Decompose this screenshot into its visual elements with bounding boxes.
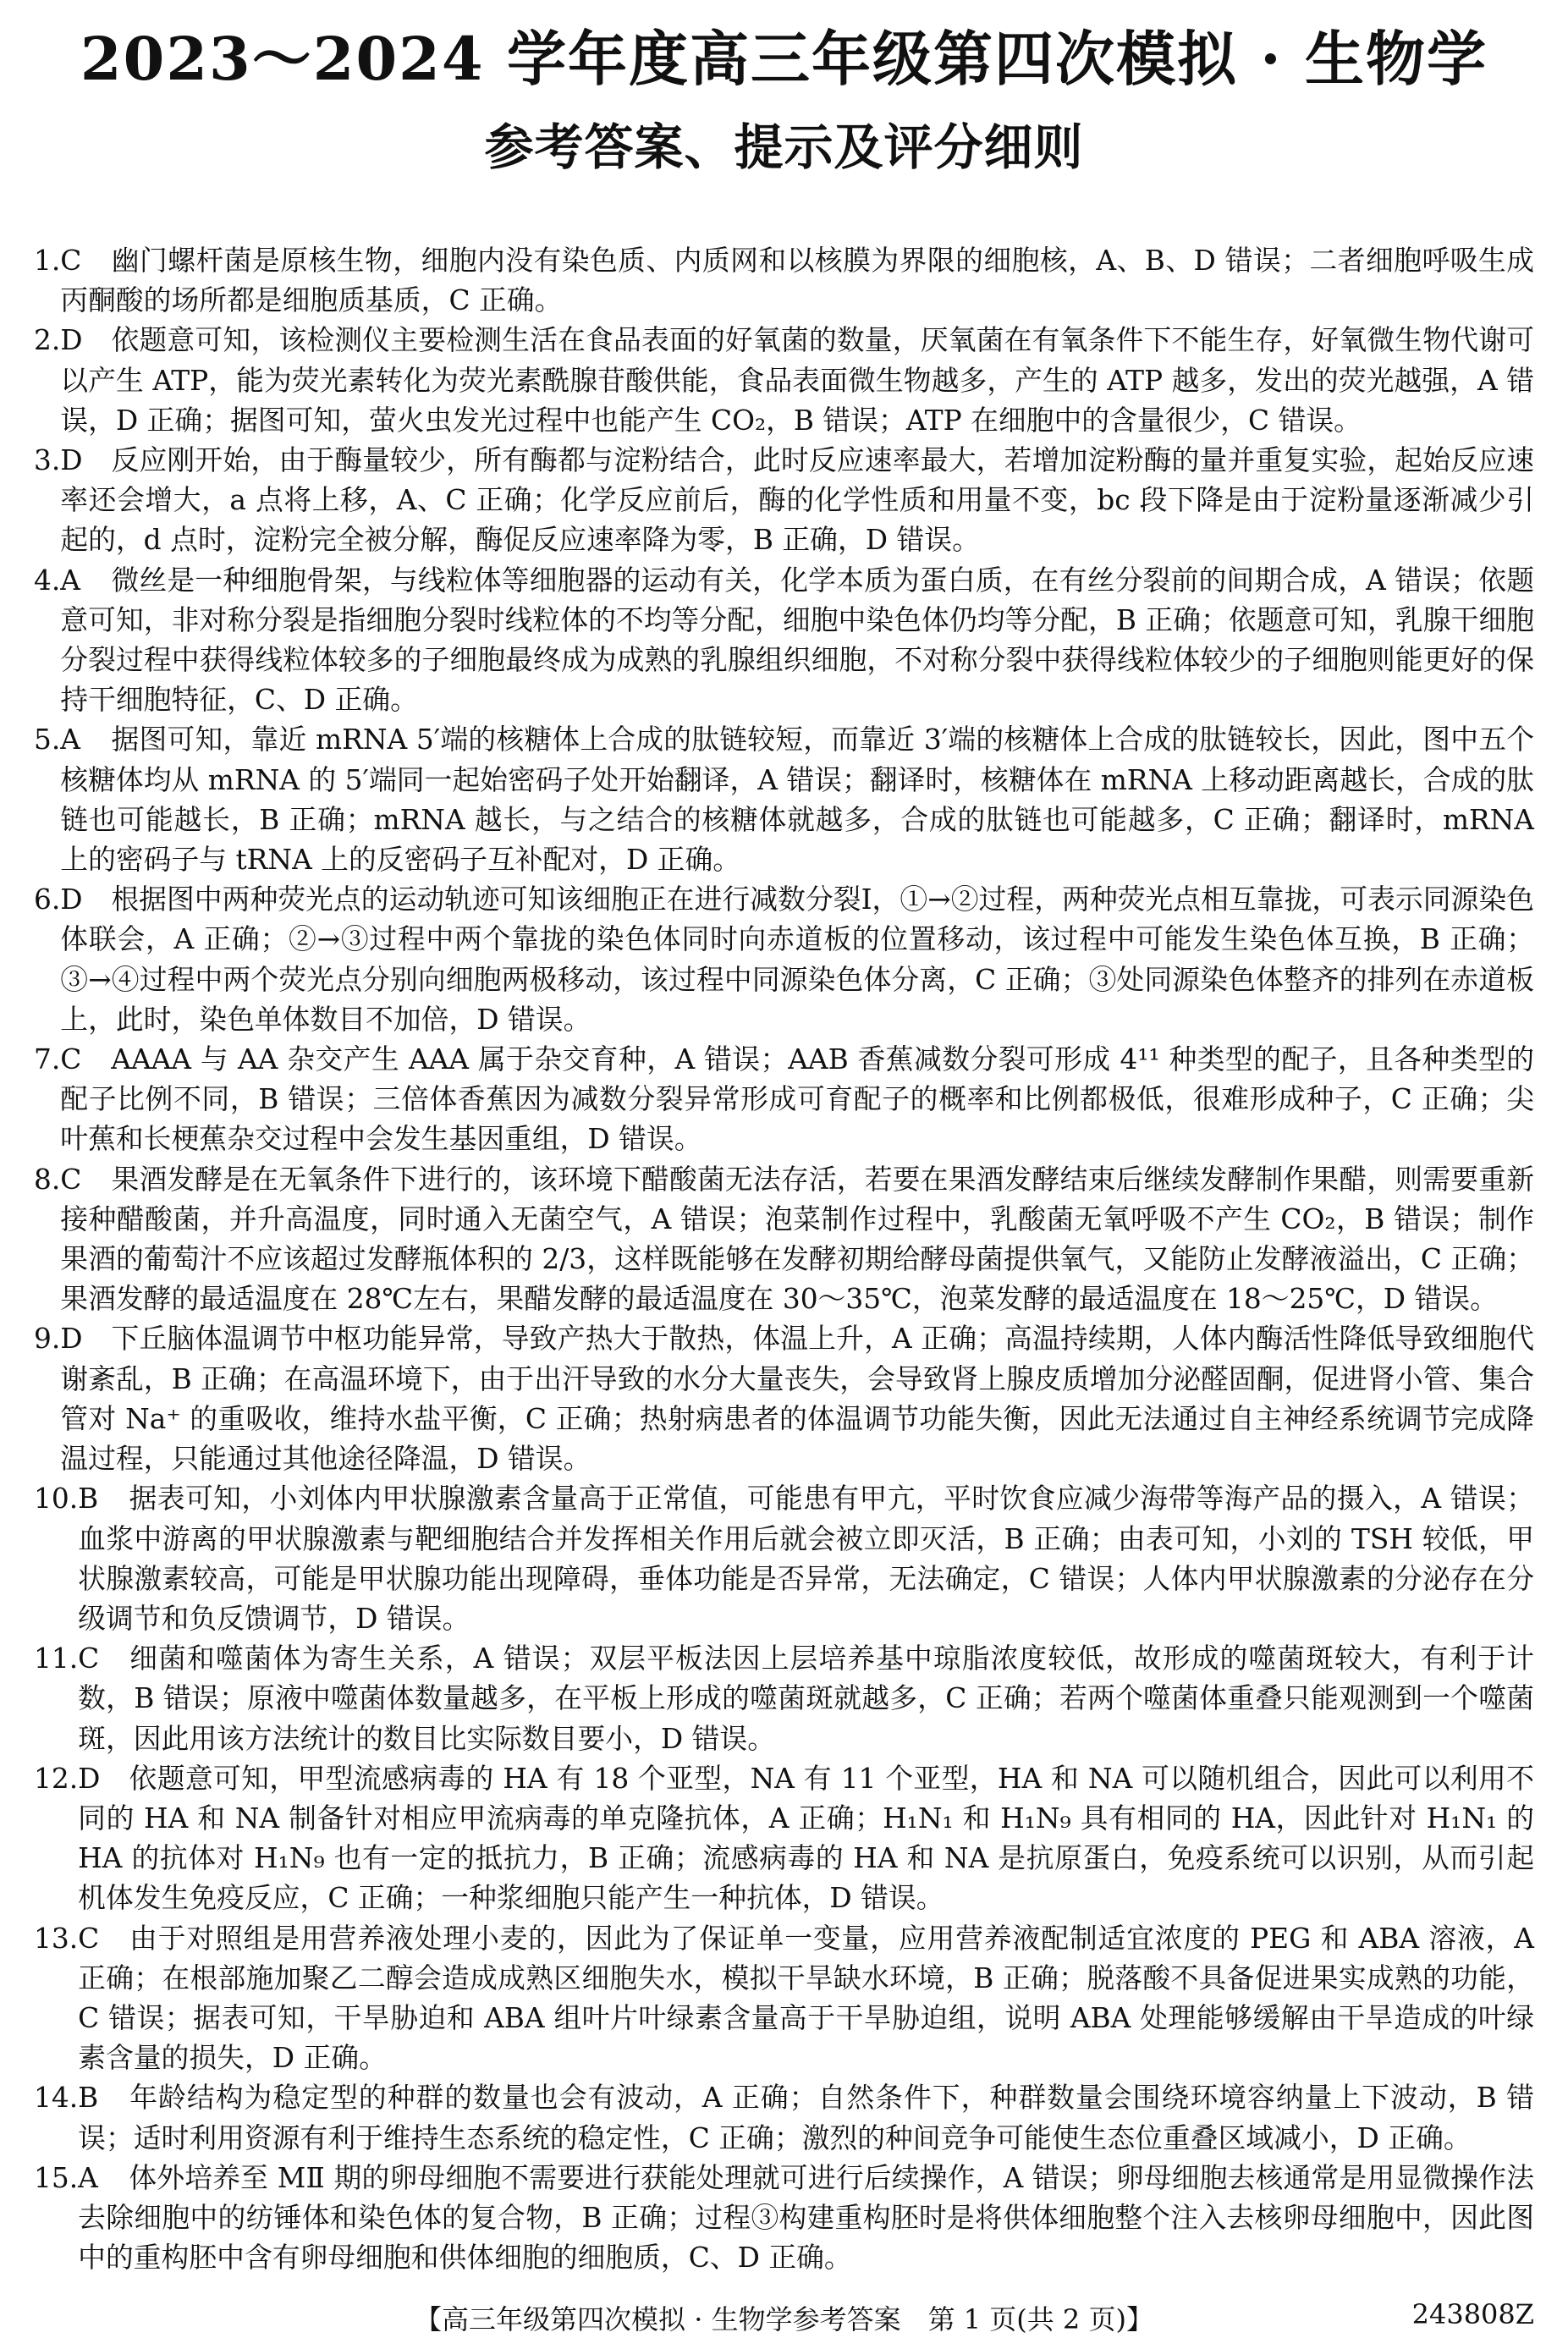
answer-body [78,2078,1534,2158]
answer-explanation: 细菌和噬菌体为寄生关系，A 错误；双层平板法因上层培养基中琼脂浓度较低，故形成的噬菌斑较大，有利于计数，B 错误；原液中噬菌体数量越多，在平板上形成的噬菌斑就越多，C 正确；若两个噬菌体重叠只能观测到一个噬菌斑，因此用该方法统计的数目比实际数目要小，D 错误。 [78,1642,1534,1755]
answer-number: 10. [34,1483,79,1516]
page-subtitle: 参考答案、提示及评分细则 [484,118,1084,176]
answer-explanation: 由于对照组是用营养液处理小麦的，因此为了保证单一变量，应用营养液配制适宜浓度的 PEG 和 ABA 溶液，A 正确；在根部施加聚乙二醇会造成成熟区细胞失水，模拟干旱缺水环境，B 正确；脱落酸不具备促进果实成熟的功能，C 错误；据表可知，干旱胁迫和 ABA 组叶片叶绿素含量高于干旱胁迫组，说明 ABA 处理能够缓解由干旱造成的叶绿素含量的损失，D 正确。 [78,1922,1534,2075]
answer-key: B [78,1483,99,1516]
answer-number: 4. [34,564,61,597]
answer-number: 9. [34,1323,61,1356]
page-title: 2023～2024 学年度高三年级第四次模拟 · 生物学 [80,24,1488,94]
page-footer [34,2298,1534,2335]
answer-key: C [60,1043,82,1076]
answer-list [34,241,1534,2278]
footer-page-info: 【高三年级第四次模拟 · 生物学参考答案 第 1 页(共 2 页)】 [415,2303,1153,2335]
answer-body [60,441,1534,561]
answer-key: D [78,1762,101,1795]
answer-item [34,1319,1534,1479]
answer-number: 12. [34,1762,79,1795]
answer-item [34,561,1534,721]
answer-key: A [78,2161,98,2194]
answer-key: A [60,564,80,597]
answer-key: D [60,883,83,916]
answer-body [78,2159,1534,2279]
answer-item [34,1040,1534,1160]
answer-key: C [78,1642,100,1675]
answer-number: 7. [34,1043,61,1076]
answer-explanation: 依题意可知，该检测仪主要检测生活在食品表面的好氧菌的数量，厌氧菌在有氧条件下不能生存，好氧微生物代谢可以产生 ATP，能为荧光素转化为荧光素酰腺苷酸供能，食品表面微生物越多，产生的 ATP 越多，发出的荧光越强，A 错误，D 正确；据图可知，萤火虫发光过程中也能产生 CO₂，B 错误；ATP 在细胞中的含量很少，C 错误。 [60,324,1534,437]
answer-explanation: 体外培养至 MⅡ 期的卵母细胞不需要进行获能处理就可进行后续操作，A 错误；卵母细胞去核通常是用显微操作法去除细胞中的纺锤体和染色体的复合物，B 正确；过程③构建重构胚时是将供体细胞整个注入去核卵母细胞中，因此图中的重构胚中含有卵母细胞和供体细胞的细胞质，C、D 正确。 [78,2161,1534,2275]
answer-body [78,1479,1534,1639]
answer-key: C [60,1163,82,1196]
answer-item [34,880,1534,1040]
answer-key: C [60,245,82,277]
answer-number: 8. [34,1163,61,1196]
answer-item [34,241,1534,321]
answer-number: 3. [34,444,61,477]
answer-body [78,1639,1534,1759]
answer-item [34,321,1534,441]
answer-explanation: 微丝是一种细胞骨架，与线粒体等细胞器的运动有关，化学本质为蛋白质，在有丝分裂前的间期合成，A 错误；依题意可知，非对称分裂是指细胞分裂时线粒体的不均等分配，细胞中染色体仍均等分配，B 正确；依题意可知，乳腺干细胞分裂过程中获得线粒体较多的子细胞最终成为成熟的乳腺组织细胞，不对称分裂中获得线粒体较少的子细胞则能更好的保持干细胞特征，C、D 正确。 [60,564,1534,717]
answer-item [34,1160,1534,1320]
answer-number: 1. [34,245,61,277]
answer-key: C [78,1922,100,1955]
answer-number: 15. [34,2161,79,2194]
answer-explanation: 年龄结构为稳定型的种群的数量也会有波动，A 正确；自然条件下，种群数量会围绕环境容纳量上下波动，B 错误；适时利用资源有利于维持生态系统的稳定性，C 正确；激烈的种间竞争可能使生态位重叠区域减小，D 正确。 [78,2082,1534,2154]
answer-item [34,1639,1534,1759]
answer-explanation: 反应刚开始，由于酶量较少，所有酶都与淀粉结合，此时反应速率最大，若增加淀粉酶的量并重复实验，起始反应速率还会增大，a 点将上移，A、C 正确；化学反应前后，酶的化学性质和用量不变，bc 段下降是由于淀粉量逐渐减少引起的，d 点时，淀粉完全被分解，酶促反应速率降为零，B 正确，D 错误。 [60,444,1534,557]
answer-number: 11. [34,1642,79,1675]
answer-item [34,2159,1534,2279]
answer-number: 14. [34,2082,79,2115]
answer-body [60,720,1534,880]
answer-body [60,561,1534,721]
answer-key: B [78,2082,99,2115]
answer-item [34,441,1534,561]
answer-number: 5. [34,723,61,756]
answer-item [34,2078,1534,2158]
answer-explanation: 幽门螺杆菌是原核生物，细胞内没有染色质、内质网和以核膜为界限的细胞核，A、B、D 错误；二者细胞呼吸生成丙酮酸的场所都是细胞质基质，C 正确。 [60,245,1534,317]
answer-body [78,1759,1534,1919]
footer-doc-code: 243808Z [1411,2298,1534,2330]
answer-body [60,1319,1534,1479]
answer-explanation: 根据图中两种荧光点的运动轨迹可知该细胞正在进行减数分裂Ⅰ，①→②过程，两种荧光点相互靠拢，可表示同源染色体联会，A 正确；②→③过程中两个靠拢的染色体同时向赤道板的位置移动，该过程中可能发生染色体互换，B 正确；③→④过程中两个荧光点分别向细胞两极移动，该过程中同源染色体分离，C 正确；③处同源染色体整齐的排列在赤道板上，此时，染色单体数目不加倍，D 错误。 [60,883,1534,1036]
answer-key: D [60,444,83,477]
answer-body [60,321,1534,441]
answer-item [34,1479,1534,1639]
answer-key: A [60,723,80,756]
answer-number: 6. [34,883,61,916]
answer-key: D [60,1323,83,1356]
answer-body [60,1160,1534,1320]
answer-explanation: 据表可知，小刘体内甲状腺激素含量高于正常值，可能患有甲亢，平时饮食应减少海带等海产品的摄入，A 错误；血浆中游离的甲状腺激素与靶细胞结合并发挥相关作用后就会被立即灭活，B 正确；由表可知，小刘的 TSH 较低，甲状腺激素较高，可能是甲状腺功能出现障碍，垂体功能是否异常，无法确定，C 错误；人体内甲状腺激素的分泌存在分级调节和负反馈调节，D 错误。 [78,1483,1534,1635]
answer-number: 13. [34,1922,79,1955]
answer-explanation: 依题意可知，甲型流感病毒的 HA 有 18 个亚型，NA 有 11 个亚型，HA 和 NA 可以随机组合，因此可以利用不同的 HA 和 NA 制备针对相应甲流病毒的单克隆抗体，A 正确；H₁N₁ 和 H₁N₉ 具有相同的 HA，因此针对 H₁N₁ 的 HA 的抗体对 H₁N₉ 也有一定的抵抗力，B 正确；流感病毒的 HA 和 NA 是抗原蛋白，免疫系统可以识别，从而引起机体发生免疫反应，C 正确；一种浆细胞只能产生一种抗体，D 错误。 [78,1762,1534,1915]
answer-explanation: AAAA 与 AA 杂交产生 AAA 属于杂交育种，A 错误；AAB 香蕉减数分裂可形成 4¹¹ 种类型的配子，且各种类型的配子比例不同，B 错误；三倍体香蕉因为减数分裂异常形成可育配子的概率和比例都极低，很难形成种子，C 正确；尖叶蕉和长梗蕉杂交过程中会发生基因重组，D 错误。 [60,1043,1534,1156]
answer-body [60,1040,1534,1160]
answer-number: 2. [34,324,61,357]
answer-body [60,241,1534,321]
answer-item [34,1759,1534,1919]
answer-explanation: 果酒发酵是在无氧条件下进行的，该环境下醋酸菌无法存活，若要在果酒发酵结束后继续发酵制作果醋，则需要重新接种醋酸菌，并升高温度，同时通入无菌空气，A 错误；泡菜制作过程中，乳酸菌无氧呼吸不产生 CO₂，B 错误；制作果酒的葡萄汁不应该超过发酵瓶体积的 2/3，这样既能够在发酵初期给酵母菌提供氧气，又能防止发酵液溢出，C 正确；果酒发酵的最适温度在 28℃左右，果醋发酵的最适温度在 30～35℃，泡菜发酵的最适温度在 18～25℃，D 错误。 [60,1163,1534,1316]
answer-body [78,1919,1534,2079]
answer-body [60,880,1534,1040]
answer-explanation: 据图可知，靠近 mRNA 5′端的核糖体上合成的肽链较短，而靠近 3′端的核糖体上合成的肽链较长，因此，图中五个核糖体均从 mRNA 的 5′端同一起始密码子处开始翻译，A 错误；翻译时，核糖体在 mRNA 上移动距离越长，合成的肽链也可能越长，B 正确；mRNA 越长，与之结合的核糖体就越多，合成的肽链也可能越多，C 正确；翻译时，mRNA 上的密码子与 tRNA 上的反密码子互补配对，D 正确。 [60,723,1534,877]
answer-item [34,720,1534,880]
answer-key: D [60,324,83,357]
answer-item [34,1919,1534,2079]
answer-explanation: 下丘脑体温调节中枢功能异常，导致产热大于散热，体温上升，A 正确；高温持续期，人体内酶活性降低导致细胞代谢紊乱，B 正确；在高温环境下，由于出汗导致的水分大量丧失，会导致肾上腺皮质增加分泌醛固酮，促进肾小管、集合管对 Na⁺ 的重吸收，维持水盐平衡，C 正确；热射病患者的体温调节功能失衡，因此无法通过自主神经系统调节完成降温过程，只能通过其他途径降温，D 错误。 [60,1323,1534,1476]
